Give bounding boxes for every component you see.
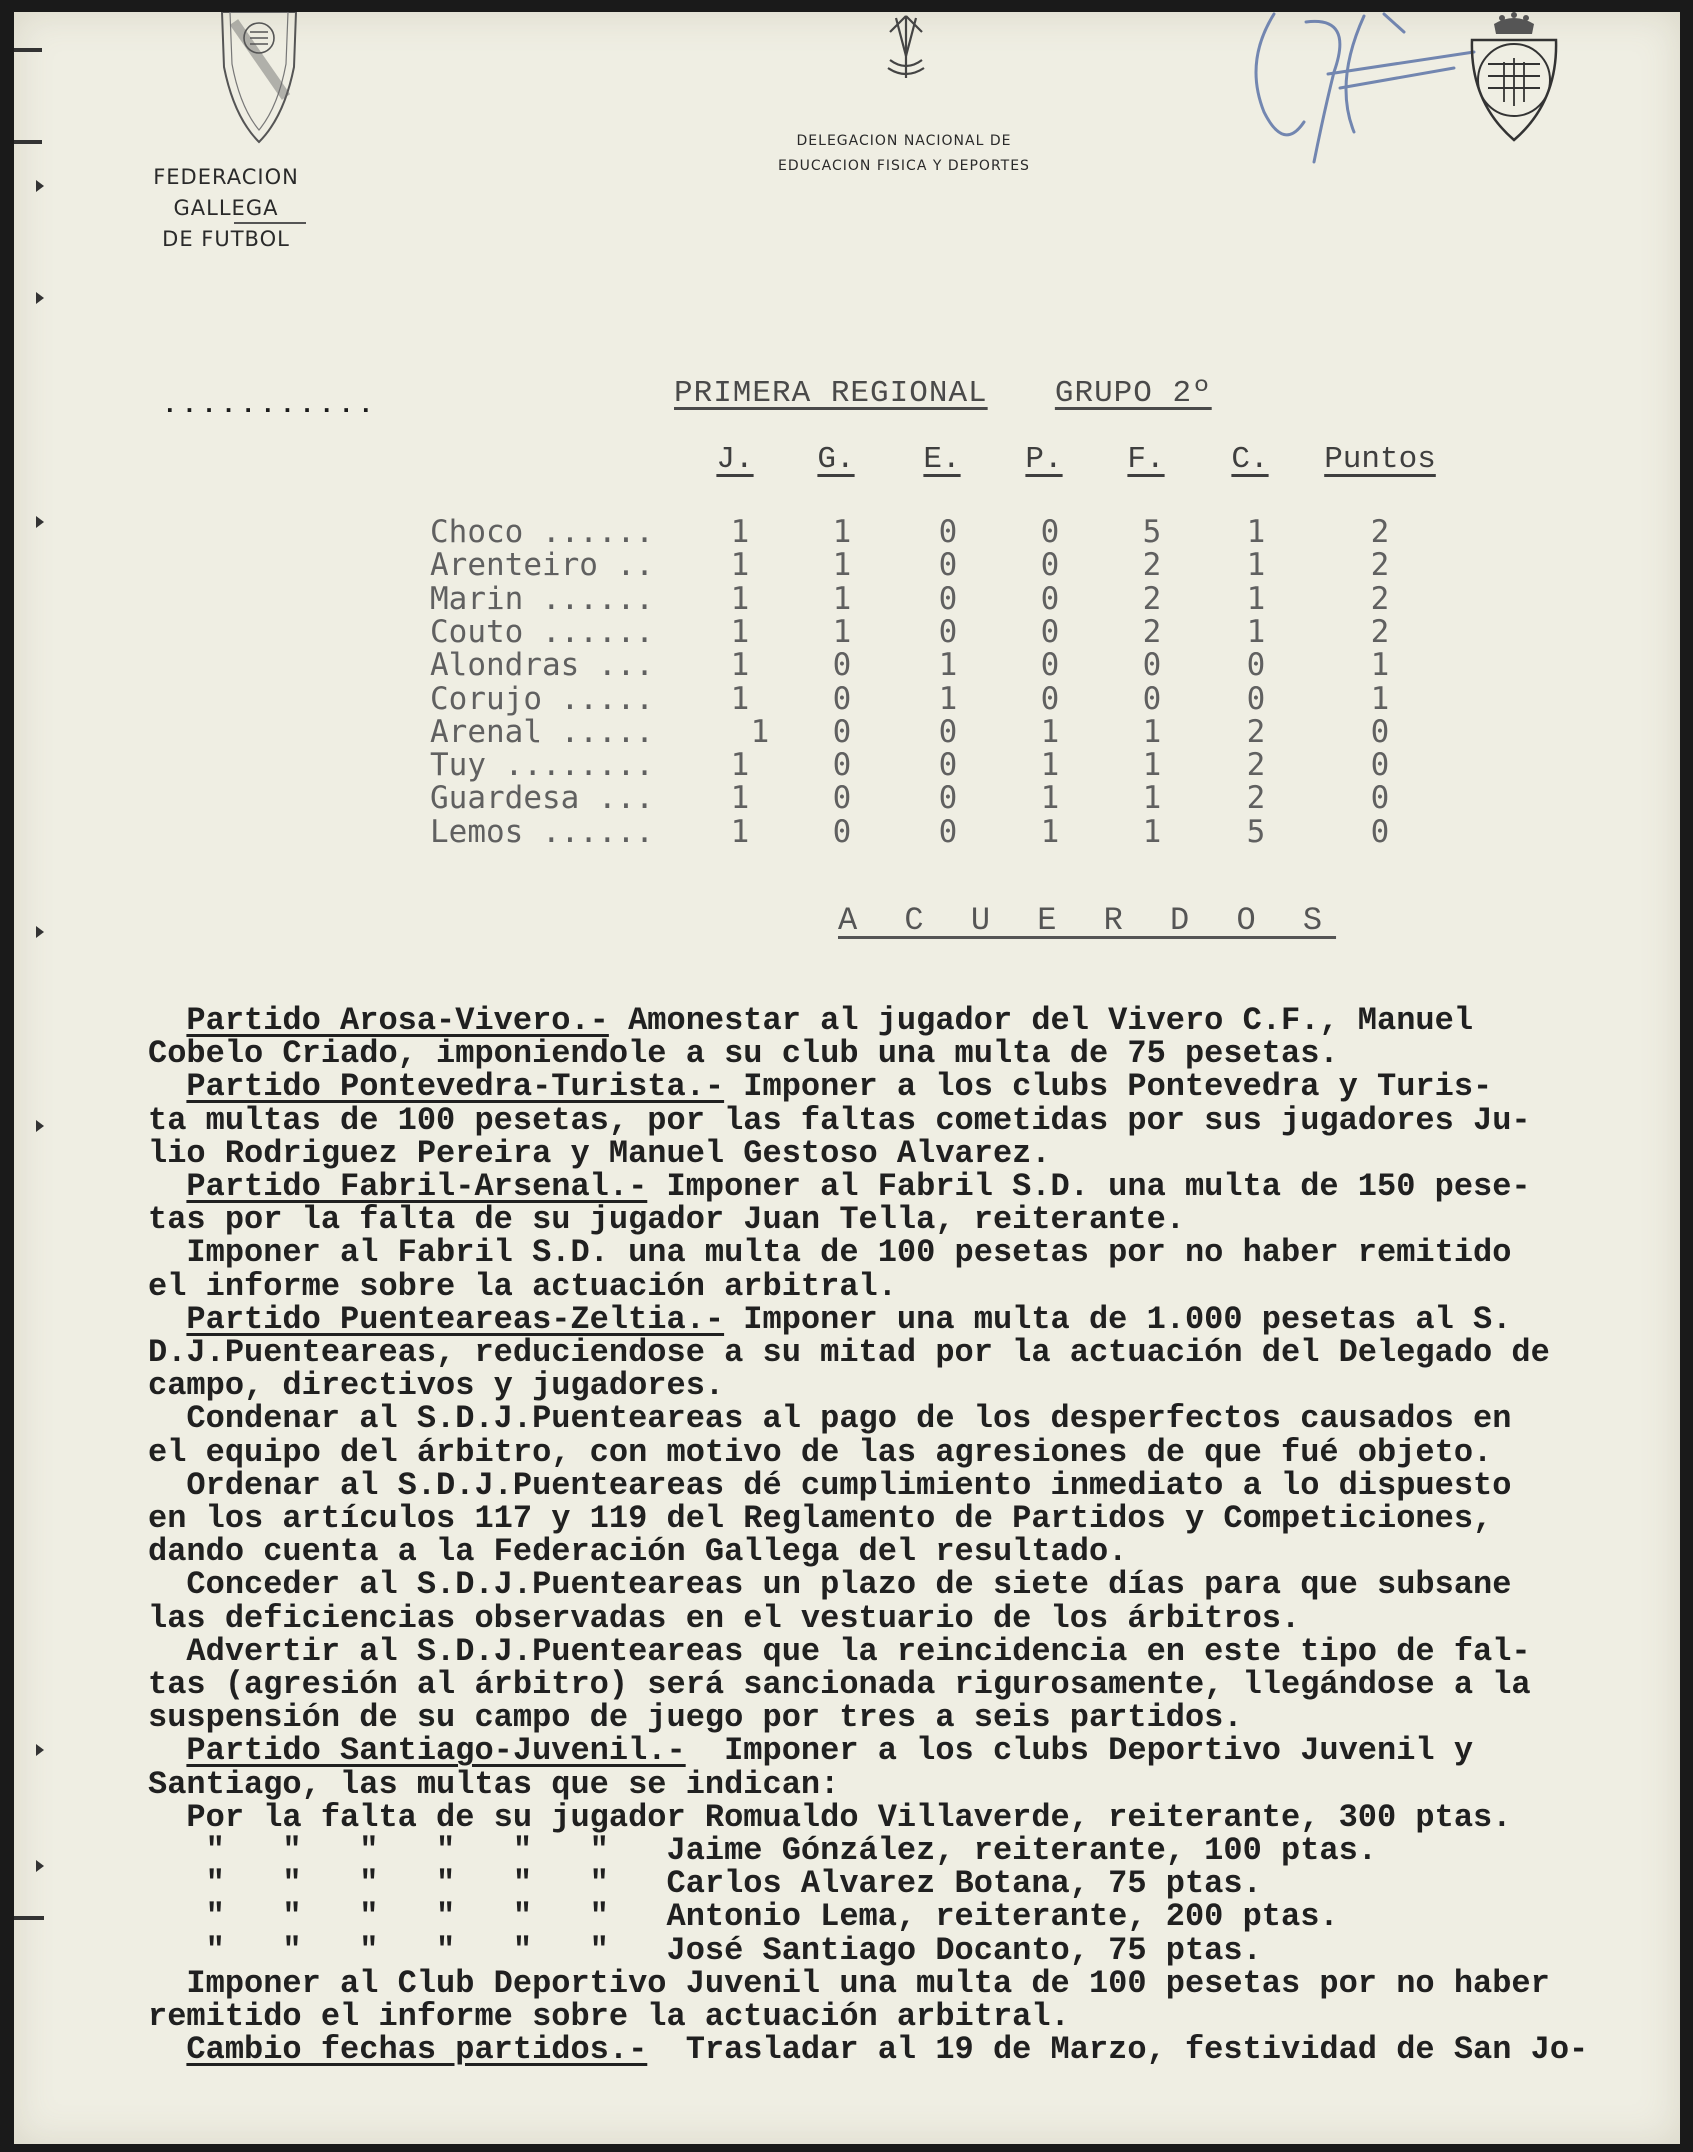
division-name: PRIMERA REGIONAL [674,376,988,411]
stat-cell-points: 2 [1370,514,1390,550]
indent [148,1168,186,1205]
team-name: Corujo ..... [430,680,654,717]
stat-cell-for: 2 [1142,547,1162,584]
group-name: GRUPO 2º [1054,376,1212,411]
stat-cell-played: 1 [730,547,750,584]
standings-title [674,376,1212,411]
stat-cell-for: 0 [1142,647,1162,684]
acuerdo-text: Conceder al S.D.J.Puenteareas un plazo de siete días para que subsane [148,1566,1512,1604]
acuerdo-line [148,1832,1668,1870]
stat-cell-won: 0 [832,780,852,817]
rfef-crest-logo [1454,12,1574,147]
standings-row [14,813,1680,850]
acuerdo-heading: Partido Puenteareas-Zeltia.- [186,1300,725,1338]
stat-cell-drawn: 0 [938,580,958,617]
delegation-name [754,129,1054,179]
stat-cell-won: 0 [832,647,852,684]
indent [148,1301,186,1338]
col-header-points: Puntos [1324,442,1436,477]
acuerdo-line [148,1566,1668,1604]
stat-cell-points: 0 [1370,780,1390,817]
acuerdos-body [148,1004,1668,2067]
col-header-lost: P. [1025,442,1063,477]
standings-row [14,580,1680,617]
margin-punch-marks [14,12,54,2144]
acuerdo-line [148,1367,1668,1405]
stat-cell-for: 1 [1142,813,1162,850]
stat-cell-played: 1 [730,647,750,684]
indent [148,1002,186,1039]
stat-cell-drawn: 0 [938,813,958,850]
acuerdo-line [148,1898,1668,1936]
stat-cell-points: 0 [1370,813,1390,850]
stat-cell-played: 1 [730,580,750,617]
acuerdo-line [148,1865,1668,1903]
stat-cell-played: 1 [730,613,750,650]
acuerdo-line [148,1267,1668,1305]
stat-cell-points: 1 [1370,647,1390,684]
team-name: Lemos ...... [430,813,654,850]
acuerdo-line [148,1035,1668,1073]
stat-cell-against: 0 [1246,647,1266,684]
stat-cell-won: 1 [832,613,852,650]
stat-cell-lost: 0 [1040,514,1060,550]
col-header-against: C. [1231,442,1269,477]
delegation-name-line1: DELEGACION NACIONAL DE [796,133,1012,149]
team-name: Guardesa ... [430,780,654,817]
acuerdo-text: " " " " " " José Santiago Docanto, 75 ptas. [148,1931,1262,1969]
acuerdo-line [148,1004,1668,1037]
acuerdo-text: Condenar al S.D.J.Puenteareas al pago de los desperfectos causados en [148,1400,1512,1438]
col-header-won: G. [817,442,855,477]
stat-cell-drawn: 0 [938,713,958,750]
team-name: Tuy ........ [430,747,654,784]
acuerdo-text: las deficiencias observadas en el vestuario de los árbitros. [148,1599,1301,1637]
team-name: Alondras ... [430,647,654,684]
acuerdos-heading: A C U E R D O S [838,902,1337,939]
acuerdo-text: el informe sobre la actuación arbitral. [148,1267,897,1305]
stat-cell-played: 1 [730,514,750,550]
team-name: Arenteiro .. [430,547,654,584]
acuerdo-text: Ordenar al S.D.J.Puenteareas dé cumplimiento inmediato a lo dispuesto [148,1466,1512,1504]
acuerdo-line [148,1765,1668,1803]
acuerdo-text: Trasladar al 19 de Marzo, festividad de San Jo- [647,2031,1589,2069]
acuerdo-line [148,1699,1668,1737]
acuerdo-line [148,1234,1668,1272]
acuerdo-text: Por la falta de su jugador Romualdo Villaverde, reiterante, 300 ptas. [148,1798,1512,1836]
stat-cell-for: 2 [1142,613,1162,650]
acuerdo-line [148,1732,1668,1770]
acuerdo-text: Amonestar al jugador del Vivero C.F., Manuel [608,1002,1474,1039]
indent [148,1068,186,1105]
acuerdo-text: lio Rodriguez Pereira y Manuel Gestoso Alvarez. [148,1134,1051,1172]
acuerdo-line [148,1998,1668,2036]
indent [148,2031,186,2068]
acuerdo-text: " " " " " " Jaime Gónzález, reiterante, 100 ptas. [148,1832,1377,1870]
standings-row [14,747,1680,784]
stat-cell-played: 1 [730,813,750,850]
stat-cell-won: 1 [832,580,852,617]
stat-cell-won: 0 [832,680,852,717]
acuerdo-line [148,2031,1668,2069]
acuerdo-text: tas (agresión al árbitro) será sancionada rigurosamente, llegándose a la [148,1666,1531,1704]
acuerdo-heading: Partido Pontevedra-Turista.- [186,1068,725,1106]
acuerdo-heading: Partido Santiago-Juvenil.- [186,1732,686,1770]
stat-cell-drawn: 1 [938,680,958,717]
stat-cell-lost: 1 [1040,747,1060,784]
acuerdo-text: campo, directivos y jugadores. [148,1367,725,1405]
handwritten-annotation [1244,12,1484,172]
acuerdo-line [148,1134,1668,1172]
indent [148,1732,186,1769]
acuerdo-text: dando cuenta a la Federación Gallega del resultado. [148,1533,1128,1571]
acuerdo-line [148,1666,1668,1704]
acuerdo-text: " " " " " " Carlos Alvarez Botana, 75 ptas. [148,1865,1262,1903]
acuerdo-text: Imponer a los clubs Deportivo Juvenil y [685,1732,1474,1770]
acuerdo-line [148,1400,1668,1438]
team-name: Choco ...... [430,514,654,550]
standings-row [14,547,1680,584]
acuerdo-line [148,1168,1668,1206]
stat-cell-against: 1 [1246,580,1266,617]
stat-cell-won: 1 [832,547,852,584]
stat-cell-lost: 1 [1040,713,1060,750]
acuerdo-heading: Partido Arosa-Vivero.- [186,1002,609,1039]
stat-cell-for: 1 [1142,747,1162,784]
acuerdo-text: en los artículos 117 y 119 del Reglamento de Partidos y Competiciones, [148,1500,1493,1538]
stat-cell-points: 0 [1370,713,1390,750]
col-header-played: J. [716,442,754,477]
federation-crest-logo [204,12,314,147]
acuerdo-line [148,1433,1668,1471]
team-name: Couto ...... [430,613,654,650]
stat-cell-lost: 0 [1040,580,1060,617]
stat-cell-for: 0 [1142,680,1162,717]
stat-cell-drawn: 0 [938,613,958,650]
stat-cell-against: 2 [1246,780,1266,817]
team-name: Marin ...... [430,580,654,617]
acuerdo-line [148,1466,1668,1504]
acuerdo-text: tas por la falta de su jugador Juan Tella, reiterante. [148,1201,1185,1239]
acuerdo-text: Imponer al Club Deportivo Juvenil una multa de 100 pesetas por no haber [148,1964,1550,2002]
stat-cell-played: 1 [730,780,750,817]
acuerdo-text: Imponer a los clubs Pontevedra y Turis- [724,1068,1493,1106]
stat-cell-for: 1 [1142,780,1162,817]
stat-cell-drawn: 1 [938,647,958,684]
stat-cell-won: 0 [832,747,852,784]
stat-cell-lost: 1 [1040,780,1060,817]
acuerdo-line [148,1334,1668,1372]
stat-cell-against: 5 [1246,813,1266,850]
stat-cell-lost: 0 [1040,547,1060,584]
standings-row [14,514,1680,550]
stat-cell-played: 1 [730,680,750,717]
stat-cell-against: 1 [1246,547,1266,584]
yoke-and-arrows-emblem [876,12,936,82]
stat-cell-points: 1 [1370,680,1390,717]
stat-cell-against: 1 [1246,514,1266,550]
acuerdo-text: Cobelo Criado, imponiendole a su club una multa de 75 pesetas. [148,1035,1339,1073]
stat-cell-lost: 0 [1040,680,1060,717]
team-name: Arenal ..... [430,713,654,750]
stat-cell-for: 5 [1142,514,1162,550]
acuerdo-text: Imponer al Fabril S.D. una multa de 100 pesetas por no haber remitido [148,1234,1512,1272]
federation-name-line2: DE FUTBOL [162,227,290,251]
col-header-for: F. [1127,442,1165,477]
acuerdo-line [148,1599,1668,1637]
stat-cell-won: 1 [832,514,852,550]
acuerdo-text: Advertir al S.D.J.Puenteareas que la reincidencia en este tipo de fal- [148,1632,1531,1670]
acuerdo-text: Santiago, las multas que se indican: [148,1765,840,1803]
acuerdo-line [148,1500,1668,1538]
acuerdo-text: el equipo del árbitro, con motivo de las agresiones de que fué objeto. [148,1433,1493,1471]
delegation-name-line2: EDUCACION FISICA Y DEPORTES [778,158,1030,174]
acuerdo-heading: Partido Fabril-Arsenal.- [186,1168,648,1206]
dotted-reference: ........... [162,390,378,420]
acuerdo-heading: Cambio fechas partidos.- [186,2031,648,2069]
stat-cell-lost: 1 [1040,813,1060,850]
stat-cell-drawn: 0 [938,514,958,550]
acuerdo-line [148,1931,1668,1969]
stat-cell-played: 1 [730,747,750,784]
stat-cell-against: 2 [1246,713,1266,750]
document-page [14,12,1680,2144]
stat-cell-for: 1 [1142,713,1162,750]
stat-cell-points: 2 [1370,580,1390,617]
federation-name-line1: FEDERACION GALLEGA [153,165,299,220]
stat-cell-drawn: 0 [938,747,958,784]
acuerdo-text: ta multas de 100 pesetas, por las faltas cometidas por sus jugadores Ju- [148,1101,1531,1139]
acuerdo-text: Imponer una multa de 1.000 pesetas al S. [724,1300,1512,1338]
stat-cell-for: 2 [1142,580,1162,617]
acuerdo-text: suspensión de su campo de juego por tres a seis partidos. [148,1699,1243,1737]
acuerdo-line [148,1201,1668,1239]
acuerdo-line [148,1101,1668,1139]
stat-cell-points: 0 [1370,747,1390,784]
stat-cell-points: 2 [1370,547,1390,584]
standings-row [14,613,1680,650]
stat-cell-against: 1 [1246,613,1266,650]
acuerdo-text: remitido el informe sobre la actuación arbitral. [148,1998,1070,2036]
acuerdo-line [148,1533,1668,1571]
acuerdo-text: D.J.Puenteareas, reduciendose a su mitad por la actuación del Delegado de [148,1334,1550,1372]
acuerdo-line [148,1068,1668,1106]
standings-row [14,647,1680,684]
stat-cell-lost: 0 [1040,647,1060,684]
stat-cell-against: 2 [1246,747,1266,784]
stat-cell-lost: 0 [1040,613,1060,650]
federation-name [110,162,342,255]
col-header-drawn: E. [923,442,961,477]
acuerdo-line [148,1632,1668,1670]
stat-cell-won: 0 [832,713,852,750]
stat-cell-won: 0 [832,813,852,850]
acuerdo-line [148,1964,1668,2002]
stat-cell-drawn: 0 [938,547,958,584]
acuerdo-line [148,1300,1668,1338]
divider [234,222,306,224]
standings-row [14,680,1680,717]
acuerdo-text: Imponer al Fabril S.D. una multa de 150 pese- [647,1168,1531,1206]
acuerdo-text: " " " " " " Antonio Lema, reiterante, 200 ptas. [148,1898,1339,1936]
stat-cell-against: 0 [1246,680,1266,717]
standings-row [14,713,1680,750]
standings-row [14,780,1680,817]
acuerdo-line [148,1798,1668,1836]
stat-cell-points: 2 [1370,613,1390,650]
stat-cell-played: 1 [750,713,770,750]
stat-cell-drawn: 0 [938,780,958,817]
